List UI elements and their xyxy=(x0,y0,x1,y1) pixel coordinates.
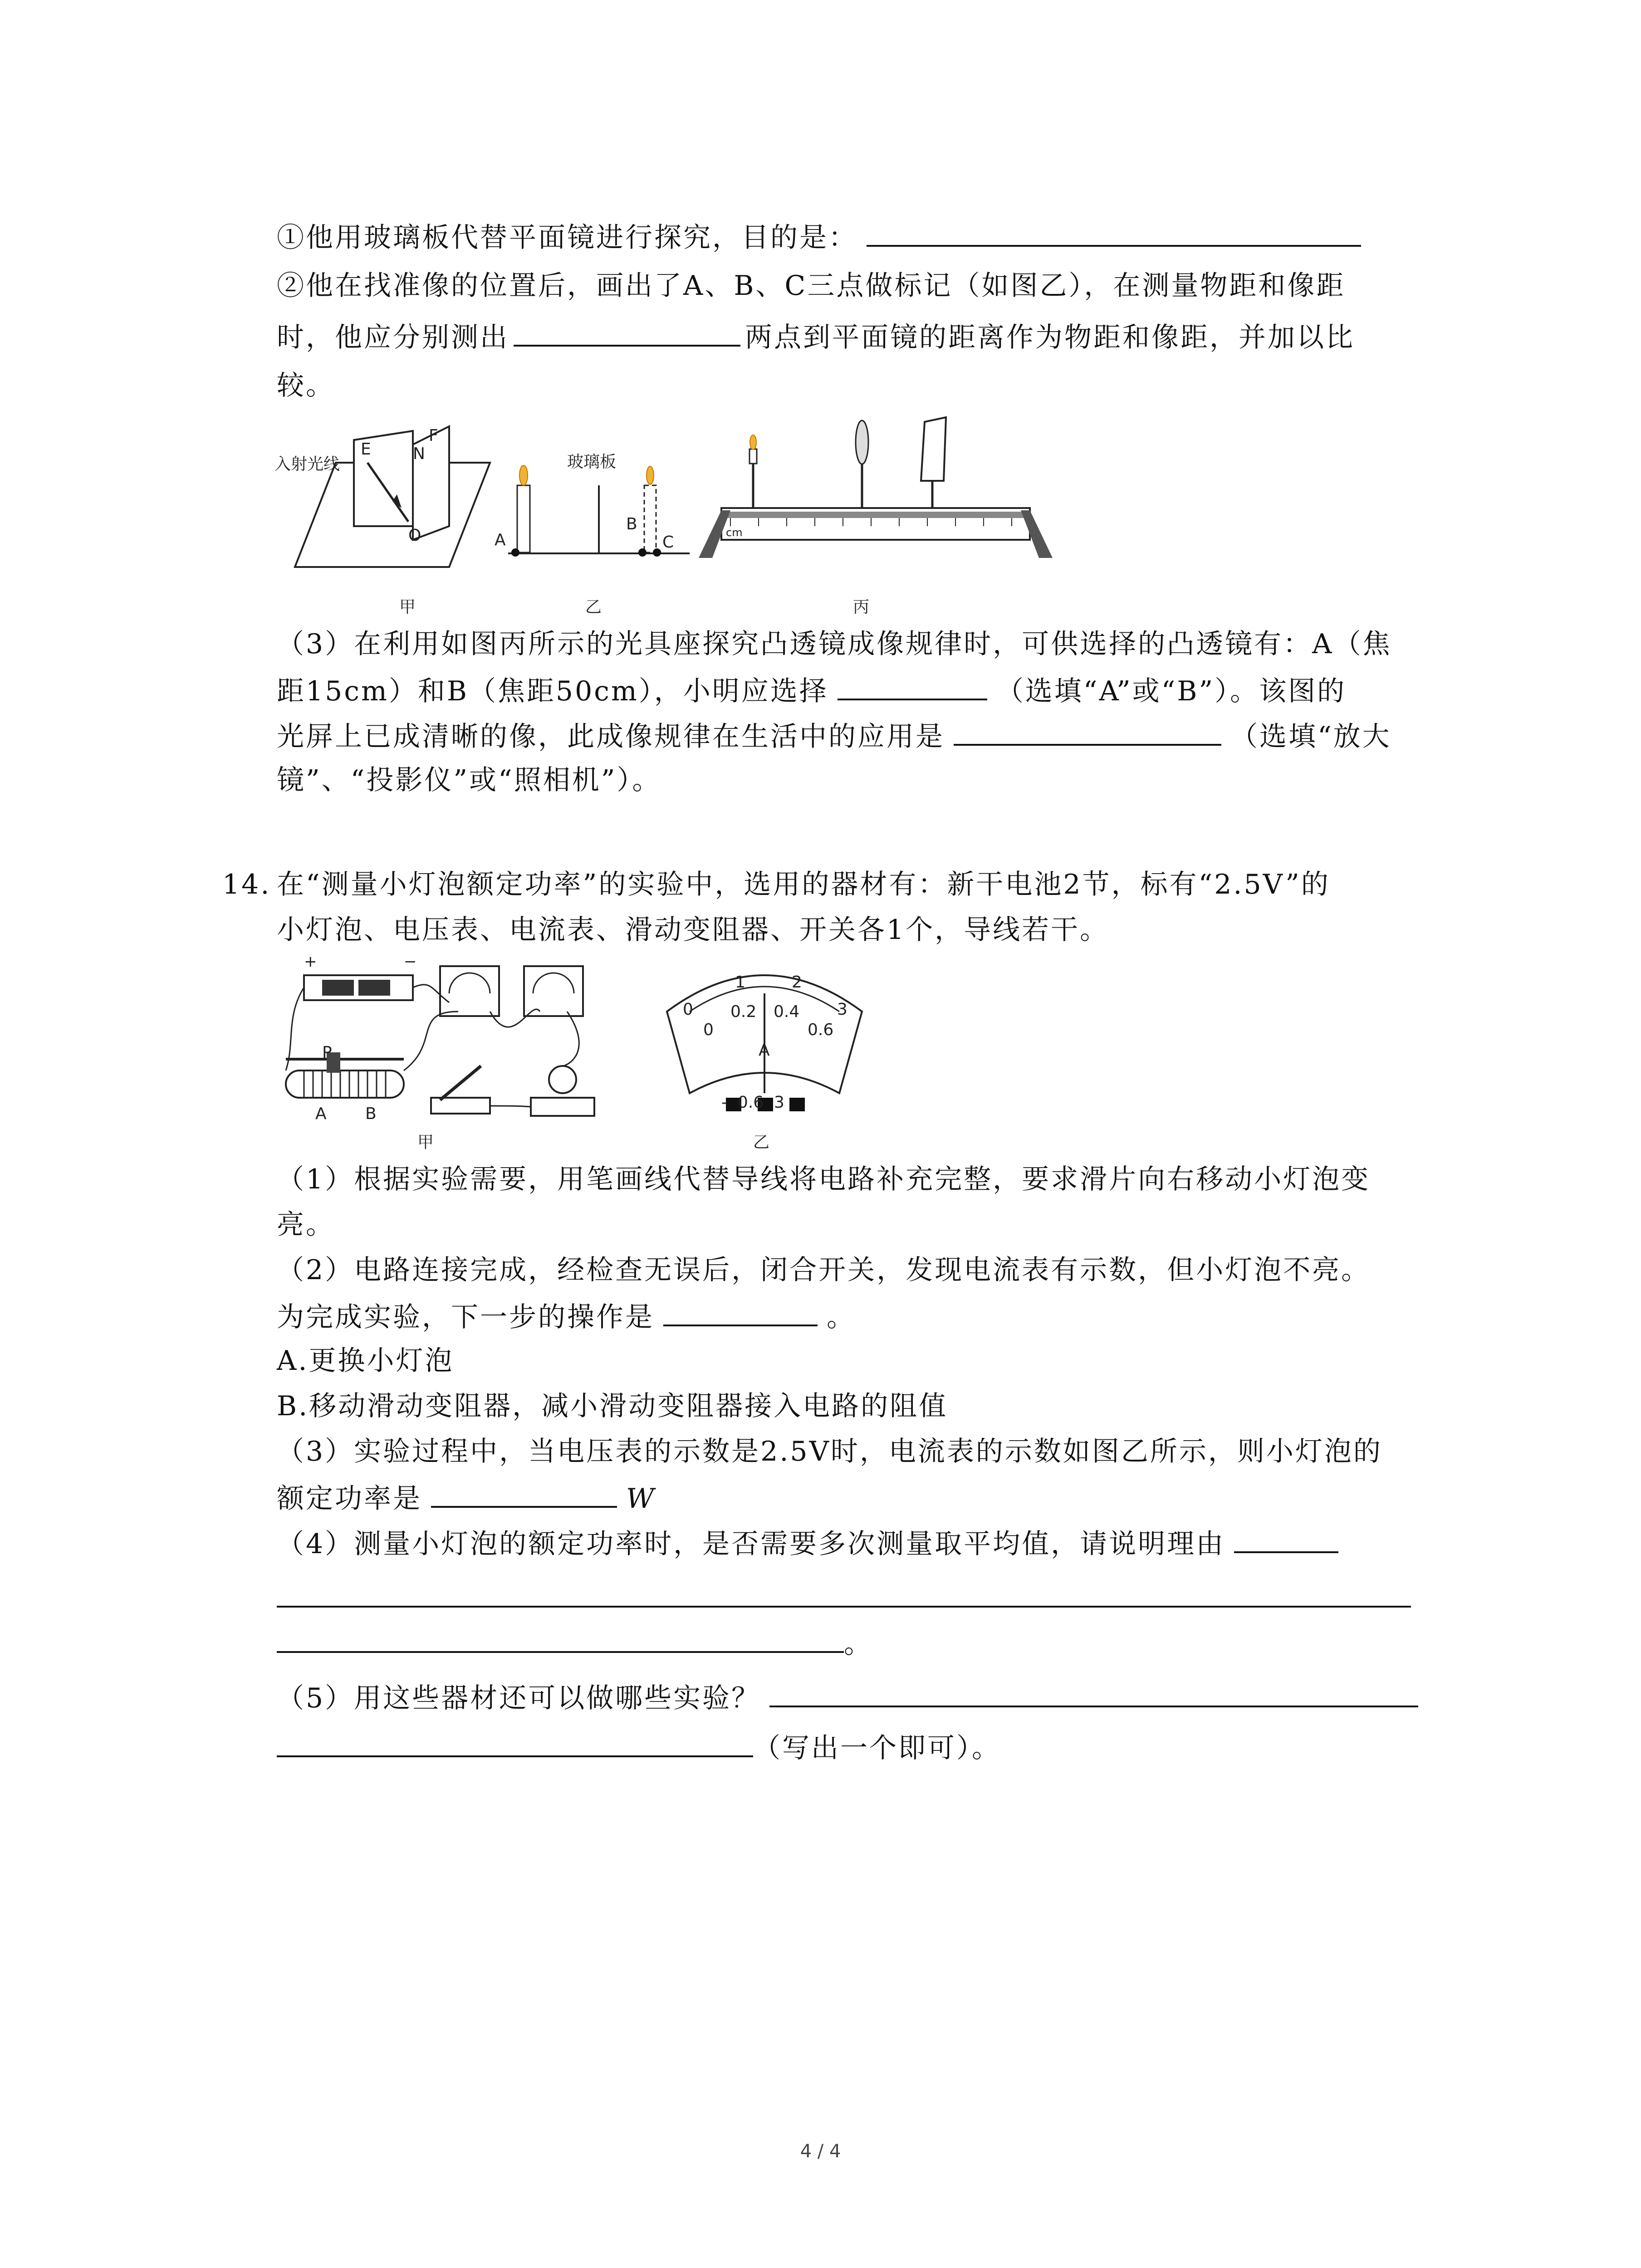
page-number: 4 / 4 xyxy=(800,2141,841,2162)
answer-blank-1[interactable] xyxy=(867,213,1361,247)
figure-yi-ammeter-dial: 0 1 2 3 0 0.2 0.4 0.6 A - 0.6 3 xyxy=(658,957,871,1125)
q14-option-b: B.移动滑动变阻器，减小滑动变阻器接入电路的阻值 xyxy=(277,1390,948,1422)
figure-jia-circuit: + − P A B xyxy=(277,962,640,1134)
q14-p3-line1: （3）实验过程中，当电压表的示数是2.5V时，电流表的示数如图乙所示，则小灯泡的 xyxy=(277,1436,1382,1467)
answer-blank-7[interactable] xyxy=(1234,1520,1338,1553)
q14-p5-line2: （写出一个即可）。 xyxy=(277,1724,1001,1771)
q13-p3-line1: （3）在利用如图丙所示的光具座探究凸透镜成像规律时，可供选择的凸透镜有：A（焦 xyxy=(277,628,1392,660)
q13-p3-line4: 镜”、“投影仪”或“照相机”）。 xyxy=(277,764,661,796)
answer-blank-4[interactable] xyxy=(954,712,1221,746)
q13-line4: 较。 xyxy=(277,370,335,401)
answer-blank-10[interactable] xyxy=(769,1674,1418,1707)
answer-blank-2[interactable] xyxy=(514,313,740,347)
caption-yi-2: 乙 xyxy=(753,1133,770,1152)
answer-blank-9[interactable] xyxy=(277,1619,844,1653)
q14-p3-line2: 额定功率是 W xyxy=(277,1474,656,1521)
answer-blank-11[interactable] xyxy=(277,1724,753,1757)
caption-jia: 甲 xyxy=(399,598,416,616)
q14-p4-line1: （4）测量小灯泡的额定功率时，是否需要多次测量取平均值，请说明理由 xyxy=(277,1520,1338,1567)
q13-line1: ①他用玻璃板代替平面镜进行探究，目的是： xyxy=(277,213,1361,260)
q14-p2-line1: （2）电路连接完成，经检查无误后，闭合开关，发现电流表有示数，但小灯泡不亮。 xyxy=(277,1254,1371,1286)
q14-line1: 在“测量小灯泡额定功率”的实验中，选用的器材有：新干电池2节，标有“2.5V”的 xyxy=(277,869,1330,900)
caption-jia-2: 甲 xyxy=(417,1133,434,1152)
q13-p3-line3: 光屏上已成清晰的像，此成像规律在生活中的应用是 （选填“放大 xyxy=(277,712,1391,759)
q14-p4-line3: 。 xyxy=(277,1619,873,1667)
q14-p1-line1: （1）根据实验需要，用笔画线代替导线将电路补充完整，要求滑片向右移动小灯泡变 xyxy=(277,1163,1371,1195)
q14-number: 14. xyxy=(222,869,271,900)
q13-line2: ②他在找准像的位置后，画出了A、B、C三点做标记（如图乙），在测量物距和像距 xyxy=(277,270,1346,302)
q13-line3: 时，他应分别测出 两点到平面镜的距离作为物距和像距，并加以比 xyxy=(277,313,1355,360)
figure-yi-glass-plate: 玻璃板 A B C xyxy=(490,440,694,562)
q14-p2-line2: 为完成实验，下一步的操作是 。 xyxy=(277,1293,856,1340)
figure-bing-optical-bench: cm xyxy=(699,408,1053,562)
q13-p3-line2: 距15cm）和B（焦距50cm），小明应选择 （选填“A”或“B”）。该图的 xyxy=(277,667,1346,714)
q14-p5-line1: （5）用这些器材还可以做哪些实验？ xyxy=(277,1674,1418,1721)
q14-option-a: A.更换小灯泡 xyxy=(277,1345,454,1377)
q14-p1-line2: 亮。 xyxy=(277,1209,335,1241)
answer-blank-8[interactable] xyxy=(277,1574,1411,1608)
answer-blank-3[interactable] xyxy=(838,667,987,700)
answer-blank-6[interactable] xyxy=(431,1474,617,1508)
q14-p4-line2 xyxy=(277,1574,1411,1621)
answer-blank-5[interactable] xyxy=(663,1293,818,1326)
figure-jia-reflection: 入射光线 E N F O xyxy=(277,422,504,572)
caption-yi: 乙 xyxy=(585,598,602,616)
caption-bing: 丙 xyxy=(853,598,870,616)
q14-line2: 小灯泡、电压表、电流表、滑动变阻器、开关各1个，导线若干。 xyxy=(277,914,1109,946)
